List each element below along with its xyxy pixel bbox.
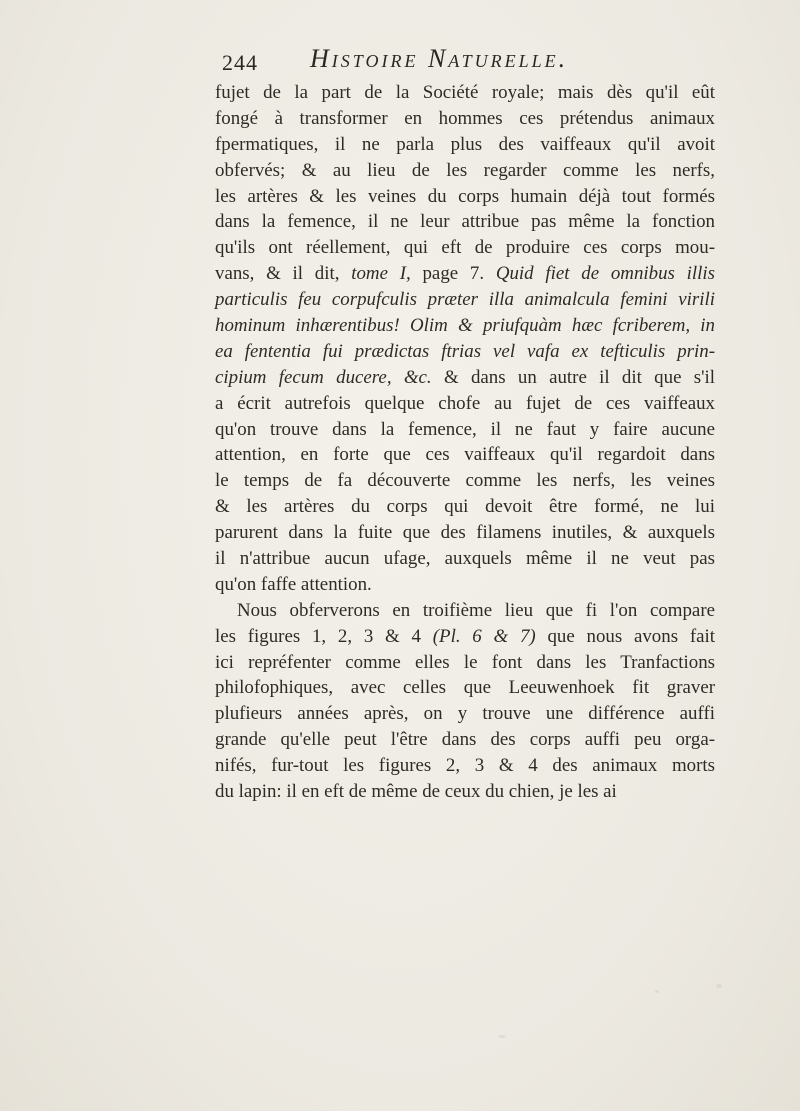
text-line xyxy=(215,494,715,520)
text-segment: que nous avons fait xyxy=(535,625,715,647)
page-header xyxy=(222,44,642,84)
italic-text-segment: Quid fiet de omnibus illis xyxy=(495,263,715,285)
text-segment: fujet de la part de la Société royale; mais dès qu'il eût xyxy=(215,82,715,103)
text-line xyxy=(215,235,715,261)
text-line xyxy=(215,209,715,235)
text-segment: du lapin: il en eft de même de ceux du chien, je les ai xyxy=(215,781,617,803)
italic-text-segment: cipium fecum ducere, &c. xyxy=(215,366,432,388)
text-segment: parurent dans la fuite que des filamens inutiles, & auxquels xyxy=(215,522,715,544)
paper-speck xyxy=(498,1035,506,1038)
italic-text-segment: particulis feu corpufculis præter illa animalcula femini virili xyxy=(215,289,715,311)
text-line xyxy=(215,468,715,494)
italic-text-segment: (Pl. 6 & 7) xyxy=(432,625,536,647)
text-segment: plufieurs années après, on y trouve une différence auffi xyxy=(215,703,715,725)
body-text xyxy=(215,80,715,805)
text-segment: fpermatiques, il ne parla plus des vaiffeaux qu'il avoit xyxy=(215,133,715,155)
page-number: 244 xyxy=(222,50,258,75)
italic-text-segment: hominum inhærentibus! Olim & priufquàm hæc fcriberem, in xyxy=(215,315,715,337)
text-segment: & les artères du corps qui devoit être formé, ne lui xyxy=(215,496,715,518)
text-line xyxy=(215,391,715,417)
text-segment: les figures 1, 2, 3 & 4 xyxy=(215,625,433,647)
text-segment: & dans un autre il dit que s'il xyxy=(431,366,716,388)
text-segment: le temps de fa découverte comme les nerfs, les veines xyxy=(215,470,715,492)
text-line xyxy=(215,701,715,727)
text-line xyxy=(215,442,715,468)
text-line xyxy=(215,753,715,779)
text-segment: philofophiques, avec celles que Leeuwenhoek fit graver xyxy=(215,677,715,699)
text-line xyxy=(215,572,715,598)
text-segment: dans la femence, il ne leur attribue pas même la fonction xyxy=(215,211,715,233)
text-segment: fongé à transformer en hommes ces prétendus animaux xyxy=(215,107,715,129)
text-segment: qu'ils ont réellement, qui eft de produire ces corps mou- xyxy=(215,237,715,259)
text-segment: obfervés; & au lieu de les regarder comme les nerfs, xyxy=(215,159,715,181)
running-title: Histoire Naturelle. xyxy=(310,44,569,73)
text-line xyxy=(215,417,715,443)
text-line xyxy=(215,675,715,701)
text-line xyxy=(215,287,715,313)
text-line xyxy=(215,520,715,546)
text-line xyxy=(215,158,715,184)
text-line xyxy=(215,598,715,624)
text-segment: ici repréfenter comme elles le font dans les Tranfactions xyxy=(215,651,715,673)
text-segment: il n'attribue aucun ufage, auxquels même il ne veut pas xyxy=(215,548,715,570)
text-segment: a écrit autrefois quelque chofe au fujet de ces vaiffeaux xyxy=(215,392,715,414)
text-line xyxy=(215,365,715,391)
text-line xyxy=(215,184,715,210)
paper-speck xyxy=(655,990,659,993)
italic-text-segment: tome I, xyxy=(351,263,411,285)
text-line xyxy=(215,727,715,753)
italic-text-segment: ea fententia fui prædictas ftrias vel vafa ex tefticulis prin- xyxy=(215,340,715,362)
text-line xyxy=(215,261,715,287)
text-line xyxy=(215,80,715,106)
text-line xyxy=(215,779,715,805)
text-segment: les artères & les veines du corps humain déjà tout formés xyxy=(215,185,715,207)
text-segment: qu'on trouve dans la femence, il ne faut y faire aucune xyxy=(215,418,715,440)
text-segment: page 7. xyxy=(410,263,496,285)
text-segment: Nous obferverons en troifième lieu que fi l'on compare xyxy=(237,599,715,621)
text-segment: nifés, fur-tout les figures 2, 3 & 4 des animaux morts xyxy=(215,755,715,777)
text-line xyxy=(215,546,715,572)
text-segment: attention, en forte que ces vaiffeaux qu'il regardoit dans xyxy=(215,444,715,466)
text-line xyxy=(215,339,715,365)
text-segment: vans, & il dit, xyxy=(215,263,352,285)
paper-speck xyxy=(716,984,722,988)
text-line xyxy=(215,650,715,676)
text-line xyxy=(215,132,715,158)
text-segment: grande qu'elle peut l'être dans des corps auffi peu orga- xyxy=(215,729,715,751)
text-line xyxy=(215,313,715,339)
text-segment: qu'on faffe attention. xyxy=(215,573,372,595)
text-line xyxy=(215,106,715,132)
text-line xyxy=(215,624,715,650)
